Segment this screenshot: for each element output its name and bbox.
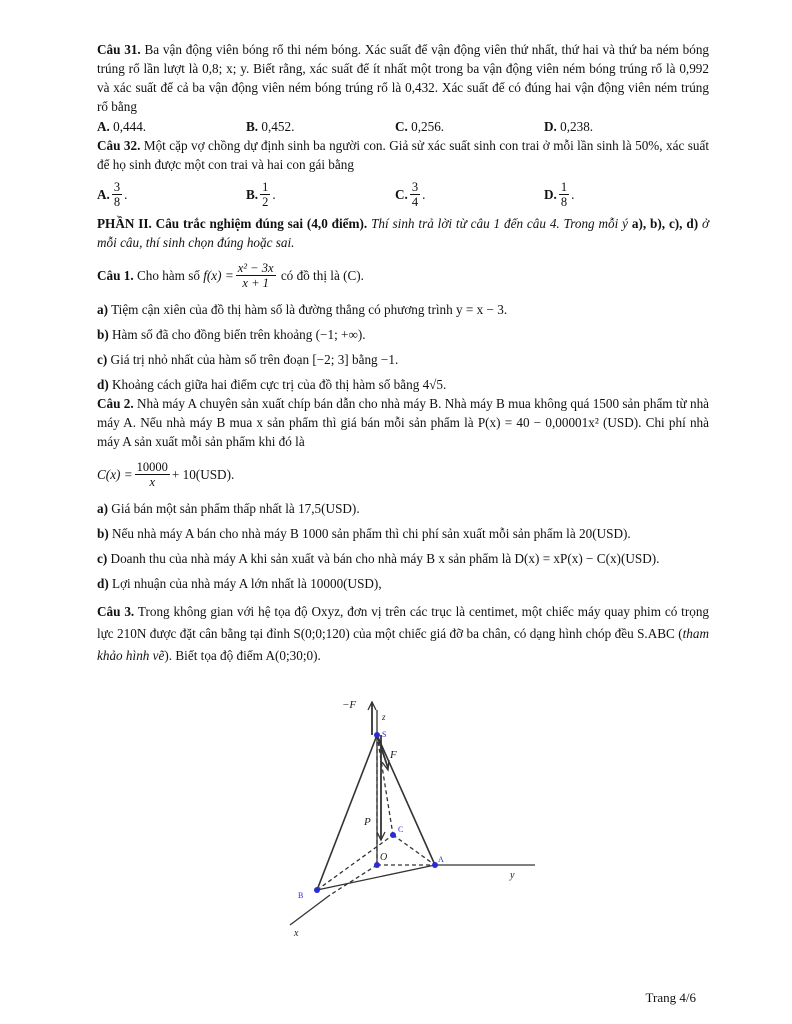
fraction [260,180,270,209]
x-axis-dashed [330,865,377,895]
option-b [246,117,395,136]
denominator: x + 1 [242,275,269,290]
fraction [559,180,569,209]
label-z: z [382,712,386,722]
option-value: 0,238. [560,118,594,134]
question-label: Câu 1. [97,267,134,283]
option-key: C. [395,118,408,134]
statement-key: c) [97,352,108,367]
option-value: 0,256. [411,118,445,134]
label-x: x [294,928,299,939]
statement-text: Doanh thu của nhà máy A khi sản xuất và bán cho nhà máy B x sản phẩm là D(x) = xP(x) − C(x)(USD). [110,551,660,566]
statement-key: b) [97,327,109,342]
statement-text: Giá bán một sản phẩm thấp nhất là 17,5(USD). [111,501,360,516]
point-s [374,732,380,738]
numerator: 3 [113,179,121,194]
numerator: 3 [411,179,419,194]
statement-2a [97,499,709,518]
q31-options [97,116,709,136]
statement-key: d) [97,377,109,392]
statement-key: d) [97,576,109,591]
statement-text: Tiệm cận xiên của đồ thị hàm số là đường thẳng có phương trình y = x − 3. [111,302,508,317]
question-text: Một cặp vợ chồng dự định sinh ba người con. Giả sử xác suất sinh con trai ở mỗi lần sinh là 50%, xác suất để họ sinh được một con trai và hai con gái bằng [97,138,710,172]
question-text: Nhà máy A chuyên sản xuất chíp bán dẫn cho nhà máy B. Nhà máy B mua không quá 1500 sản phẩm từ nhà máy A. Nếu nhà máy B mua x sản phẩm thì giá bán mỗi sản phẩm là P(x) = 40 − 0,00001x² (USD). Chi phí nhà máy A sản xuất mỗi sản phẩm khi đó là [97,396,710,449]
statement-key: a) [97,302,108,317]
statement-text: Nếu nhà máy A bán cho nhà máy B 1000 sản phẩm thì chi phí sản xuất mỗi sản phẩm là 20(USD). [112,526,631,541]
numerator: 10000 [136,459,168,474]
edge-sb [317,735,377,890]
question-text: Ba vận động viên bóng rổ thi ném bóng. Xác suất để vận động viên thứ nhất, thứ hai và thứ ba ném bóng trúng rổ lần lượt là 0,8; x; y. Biết rằng, xác suất để ít nhất một trong ba vận động viên ném bóng trúng rổ là 0,992 và xác suất để cả ba vận động viên ném bóng trúng rổ là 0,432. Xác suất để có đúng hai vận động viên ném trúng rổ bằng [97,42,710,114]
denominator: x [149,474,156,489]
option-b: B. $\frac{1}{2}$ . [246,179,276,209]
statement-text: Khoảng cách giữa hai điểm cực trị của đồ thị hàm số bằng 4√5. [112,377,447,392]
question-text: Trong không gian với hệ tọa độ Oxyz, đơn vị trên các trục là centimet, một chiếc máy quay phim có trọng lực 210N được đặt cân bằng tại đỉnh S(0;0;120) của một chiếc giá đỡ ba chân, có dạng hình chóp đều S.ABC ( [97,604,710,641]
label-c: C [398,825,404,834]
option-value: 0,444. [113,118,147,134]
option-key: D. [544,118,557,134]
option-c: C. $\frac{3}{4}$ . [395,179,426,209]
denominator: 2 [262,194,269,209]
question-label: Câu 2. [97,396,134,411]
formula-rhs: + 10(USD). [171,466,235,482]
statement-text: Giá trị nhỏ nhất của hàm số trên đoạn [−2; 3] bằng −1. [110,352,399,367]
q32-options [97,174,709,214]
fraction [112,180,122,209]
option-key: D. [544,186,557,202]
question-label: Câu 31. [97,42,141,57]
statement-key: a) [97,501,108,516]
option-a [97,117,246,136]
label-neg-f: −F [342,699,357,711]
label-b: B [298,891,304,900]
option-key: A. [97,118,110,134]
statement-text: Lợi nhuận của nhà máy A lớn nhất là 10000(USD), [112,576,382,591]
option-value: 0,452. [261,118,295,134]
instruction-text: ở mỗi câu, thí sinh chọn đúng hoặc sai. [97,216,710,250]
numerator: x² − 3x [237,260,274,275]
point-b [314,887,320,893]
option-key: C. [395,186,408,202]
edge-sa [377,735,435,865]
section-title: PHẦN II. Câu trắc nghiệm đúng sai (4,0 điểm). [97,216,368,231]
formula-lhs: C(x) = [97,466,133,482]
page-number: Trang 4/6 [645,990,696,1005]
option-key: B. [246,186,259,202]
statement-text: Hàm số đã cho đồng biến trên khoảng (−1; +∞). [112,327,366,342]
figure-reference: tham khảo hình vẽ [97,626,709,663]
question-32 [97,136,709,174]
tripod-figure [270,690,540,950]
question-31 [97,40,709,116]
point-c [390,832,396,838]
statement-key: b) [97,526,109,541]
statement-2b [97,524,709,543]
denominator: 4 [411,194,419,209]
label-y: y [510,870,515,881]
instruction-text: Thí sinh trả lời từ câu 1 đến câu 4. Trong mỗi ý [371,216,629,231]
option-d [544,117,693,136]
option-key: B. [246,118,259,134]
function-name: f(x) = [203,267,234,283]
statement-2c [97,549,709,568]
question-label: Câu 32. [97,138,141,153]
label-f: F [390,749,397,761]
question-text: có đồ thị là (C). [280,267,364,283]
cost-formula [97,455,709,493]
statement-1d [97,375,709,394]
x-axis [290,895,330,925]
numerator: 1 [560,179,568,194]
question-text: ). Biết tọa độ điểm A(0;30;0). [164,648,321,663]
label-s: S [382,730,387,739]
option-c [395,117,544,136]
option-key: A. [97,186,110,202]
option-a: A. $\frac{3}{8}$ . [97,179,128,209]
instruction-keys: a), b), c), d) [631,216,699,231]
question-2 [97,394,709,451]
statement-1c [97,350,709,369]
question-label: Câu 3. [97,604,135,619]
fraction [410,180,420,209]
label-a: A [438,855,444,864]
statement-1a [97,300,709,319]
option-d: D. $\frac{1}{8}$ . [544,179,575,209]
numerator: 1 [262,179,269,194]
label-p: P [364,816,371,828]
question-text: Cho hàm số [136,267,200,283]
denominator: 8 [560,194,568,209]
question-1 [97,256,709,294]
fraction [135,460,170,489]
part-2-heading [97,214,709,252]
denominator: 8 [113,194,121,209]
question-3 [97,601,709,667]
label-o: O [380,852,388,863]
statement-1b [97,325,709,344]
exam-page [97,40,709,667]
statement-2d [97,574,709,593]
fraction [236,261,276,290]
statement-key: c) [97,551,108,566]
